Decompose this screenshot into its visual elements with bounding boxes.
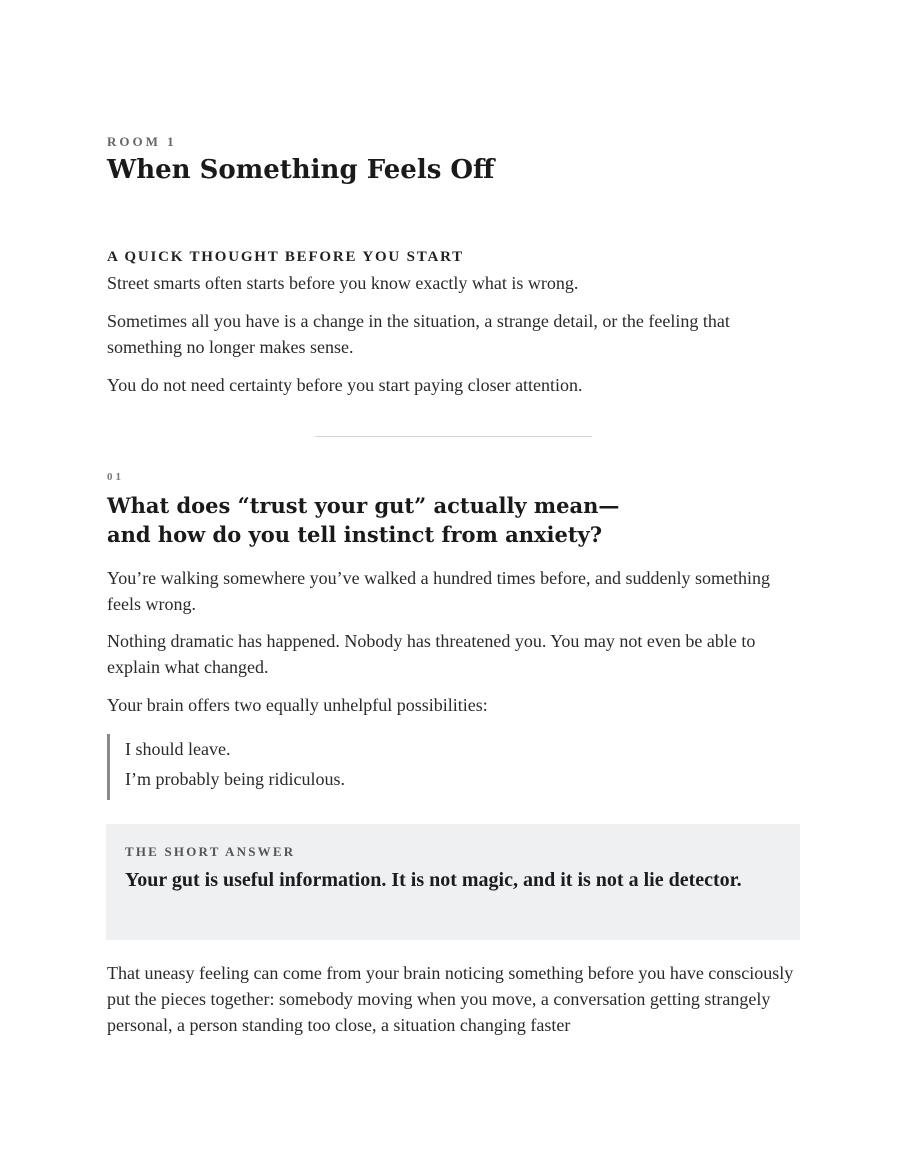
body-paragraph: That uneasy feeling can come from your brain noticing something before you have consciously put the pieces together: somebody moving when you move, a conversation getting strangely personal, a person standing too close, a situation changing faster (107, 963, 794, 1035)
intro-paragraph: Street smarts often starts before you know exactly what is wrong. (107, 273, 579, 293)
room-eyebrow: ROOM 1 (107, 134, 177, 149)
short-answer-callout (106, 824, 800, 940)
inner-voice-quote (107, 734, 345, 800)
short-answer-label: THE SHORT ANSWER (125, 844, 296, 859)
question-line: What does “trust your gut” actually mean— (107, 493, 620, 518)
intro-paragraph: Sometimes all you have is a change in the situation, a strange detail, or the feeling that something no longer makes sense. (107, 311, 730, 357)
section-number: 01 (107, 471, 124, 483)
quote-line: I’m probably being ridiculous. (125, 769, 345, 789)
intro-heading: A QUICK THOUGHT BEFORE YOU START (107, 249, 464, 265)
section-question (107, 491, 619, 549)
body-paragraph: Your brain offers two equally unhelpful possibilities: (107, 695, 488, 715)
intro-paragraph: You do not need certainty before you start paying closer attention. (107, 375, 583, 395)
quote-line: I should leave. (125, 739, 231, 759)
room-title: When Something Feels Off (107, 155, 495, 185)
question-line: and how do you tell instinct from anxiety? (107, 522, 603, 547)
body-paragraph: Nothing dramatic has happened. Nobody has threatened you. You may not even be able to explain what changed. (107, 631, 756, 677)
short-answer-text: Your gut is useful information. It is not magic, and it is not a lie detector. (125, 869, 742, 891)
section-divider (315, 436, 592, 437)
body-paragraph: You’re walking somewhere you’ve walked a hundred times before, and suddenly something feels wrong. (107, 568, 771, 614)
